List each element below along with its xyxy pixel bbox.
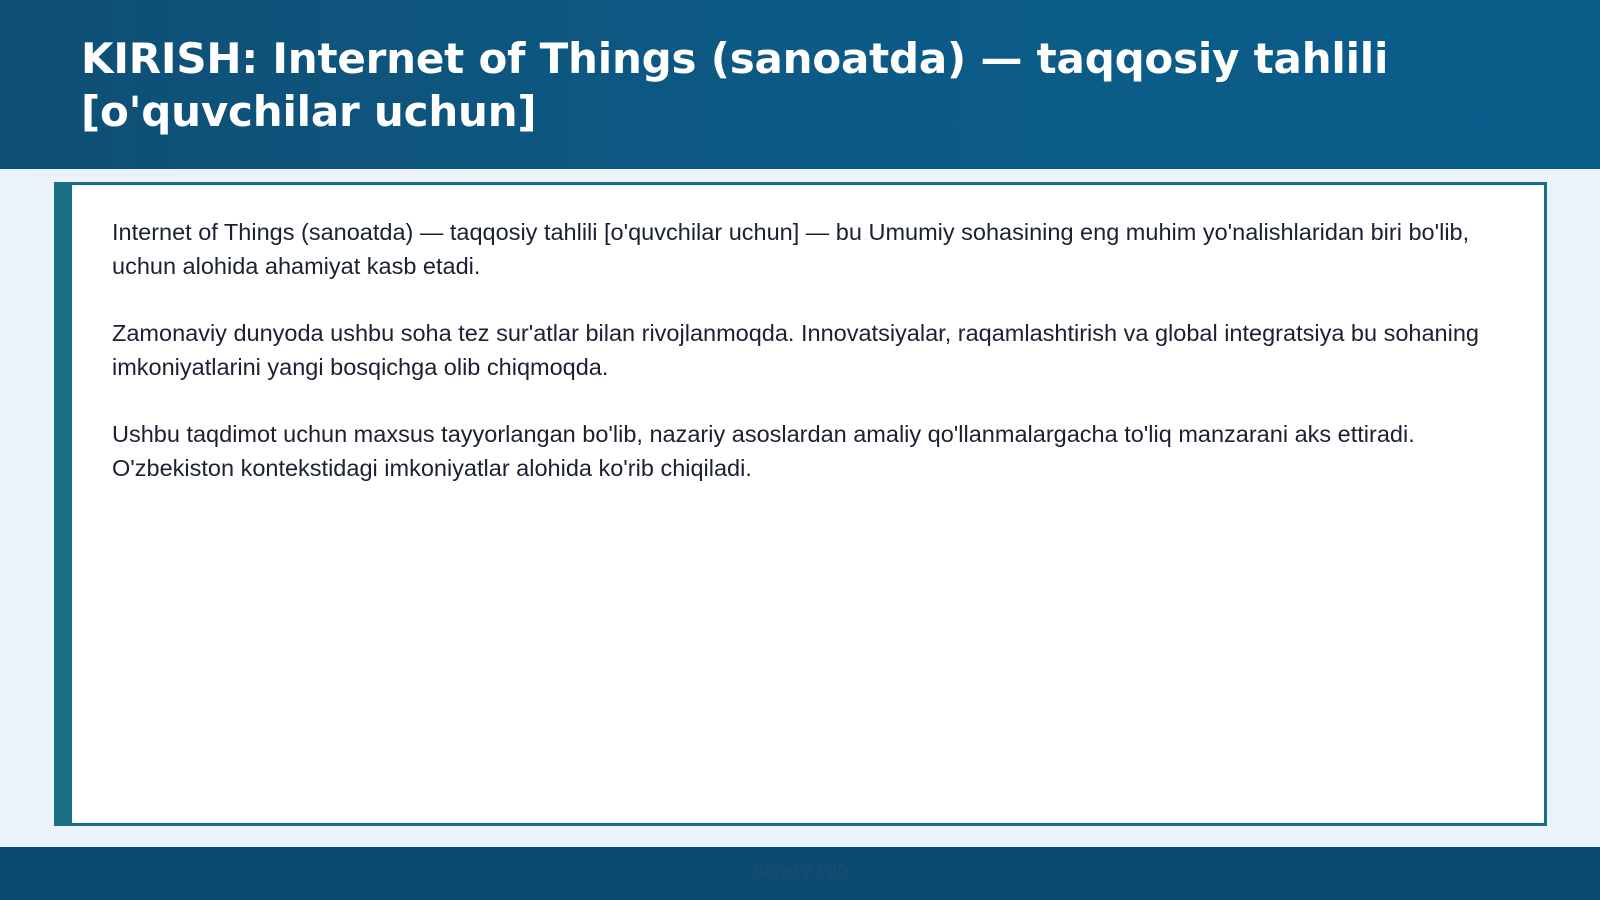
slide-header <box>0 0 1600 169</box>
content-body <box>112 215 1487 518</box>
paragraph-modern-world: Zamonaviy dunyoda ushbu soha tez sur'atlar bilan rivojlanmoqda. Innovatsiyalar, raqamlashtirish va global integratsiya bu sohaning imkoniyatlarini yangi bosqichga olib chiqmoqda. <box>112 320 1479 380</box>
paragraph-presentation-scope: Ushbu taqdimot uchun maxsus tayyorlangan bo'lib, nazariy asoslardan amaliy qo'llanmalargacha to'liq manzarani aks ettiradi. O'zbekiston kontekstidagi imkoniyatlar alohida ko'rib chiqiladi. <box>112 421 1415 481</box>
slide-title: KIRISH: Internet of Things (sanoatda) — taqqosiy tahlili [o'quvchilar uchun] <box>81 34 1389 136</box>
slide-number: Slayd 2 / 20 <box>752 861 848 881</box>
paragraph-intro: Internet of Things (sanoatda) — taqqosiy tahlili [o'quvchilar uchun] — bu Umumiy sohasining eng muhim yo'nalishlaridan biri bo'lib, uchun alohida ahamiyat kasb etadi. <box>112 219 1470 279</box>
content-card <box>54 182 1547 826</box>
slide-footer <box>0 847 1600 900</box>
